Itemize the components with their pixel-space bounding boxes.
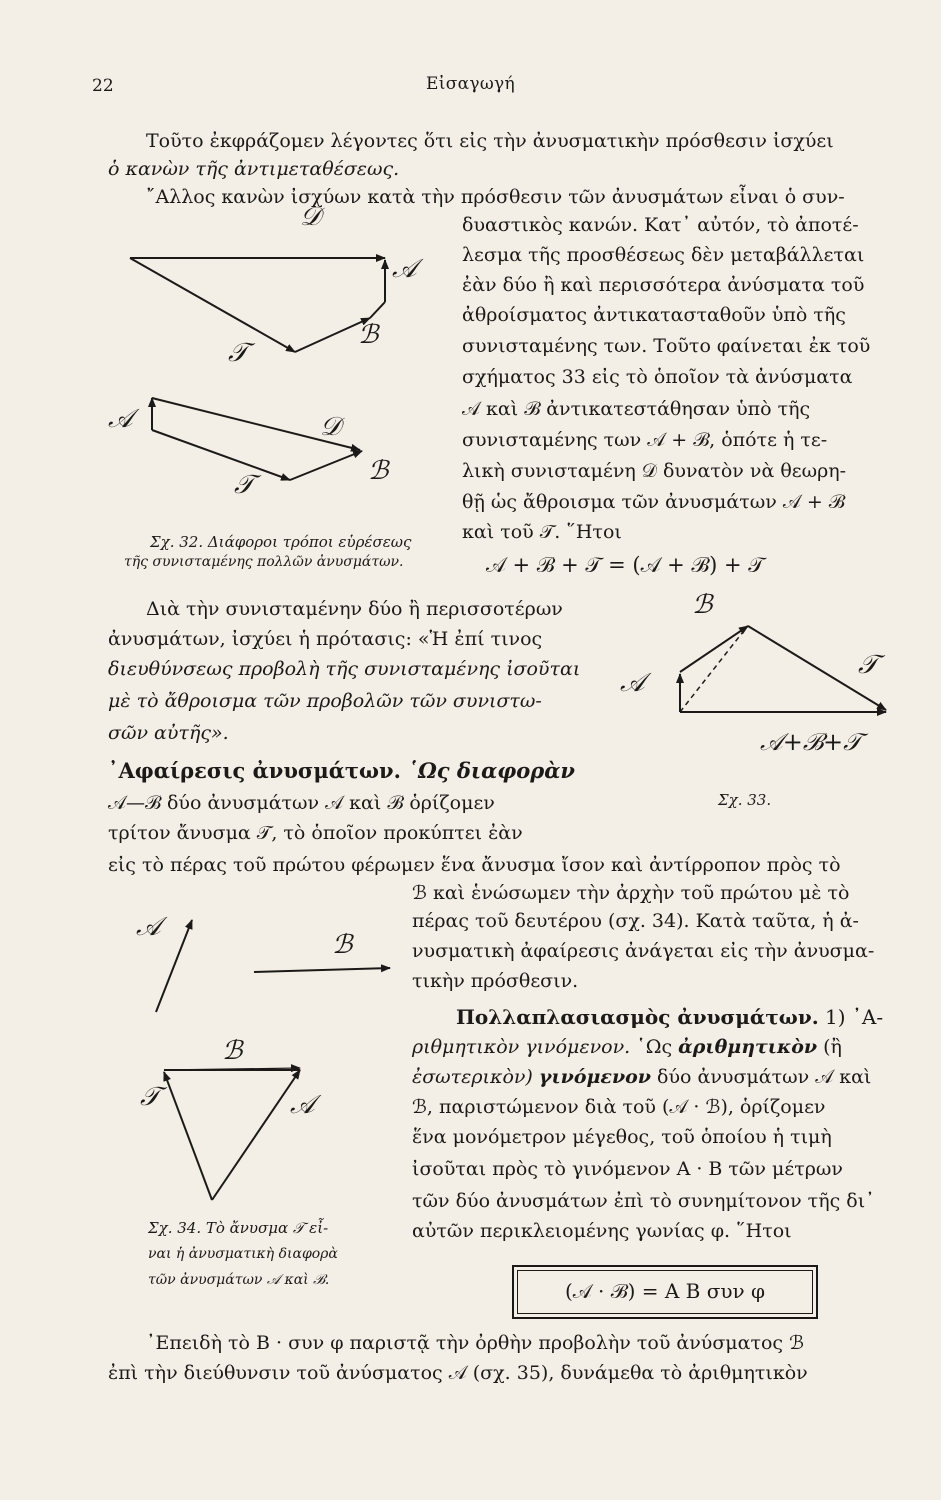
text-line: ἀθροίσματος ἀντικατασταθοῦν ὑπὸ τῆς [462, 304, 846, 326]
label-D: 𝒟 [320, 412, 341, 442]
text-line: 𝒜 καὶ ℬ ἀντικατεστάθησαν ὑπὸ τῆς [462, 398, 811, 420]
section-title: ᾽Αφαίρεσις ἀνυσμάτων. [108, 758, 401, 783]
label-A: 𝒜 [136, 912, 161, 942]
text-line [412, 1064, 871, 1090]
section-heading [456, 1004, 883, 1030]
text-line: ᾽Επειδὴ τὸ Β · συν φ παριστᾷ τὴν ὀρθὴν προβολὴν τοῦ ἀνύσματος ℬ [146, 1332, 805, 1354]
formula-text: (𝒜 · ℬ) = Α Β συν φ [564, 1279, 766, 1303]
text-line: σῶν αὐτῆς». [108, 722, 229, 744]
caption-fig-34: ναι ἡ ἀνυσματικὴ διαφορὰ [148, 1246, 338, 1262]
label-A: 𝒜 [290, 1090, 315, 1120]
label-A: 𝒜 [392, 254, 417, 284]
text-line: μὲ τὸ ἄθροισμα τῶν προβολῶν τῶν συνιστω- [108, 690, 542, 712]
label-T: 𝒯 [234, 470, 254, 500]
section-lead: ῾Ως διαφορὰν [407, 758, 575, 783]
text-line [412, 1034, 842, 1060]
text-line: ἀνυσμάτων, ἰσχύει ἡ πρότασις: «Ἡ ἐπί τινος [108, 628, 543, 650]
text-line: καὶ τοῦ 𝒯. ῞Ητοι [462, 521, 622, 543]
figure-34 [120, 920, 410, 1210]
text-line: νυσματικὴ ἀφαίρεσις ἀνάγεται εἰς τὴν ἀνυσμα- [412, 940, 875, 962]
page-number: 22 [92, 76, 114, 96]
label-B: ℬ [368, 456, 389, 486]
text-line: συνισταμένης των. Τοῦτο φαίνεται ἐκ τοῦ [462, 335, 871, 357]
text-span: δύο ἀνυσμάτων 𝒜 καὶ [657, 1066, 872, 1088]
label-T: 𝒯 [228, 338, 248, 368]
text-line: ἐπὶ τὴν διεύθυνσιν τοῦ ἀνύσματος 𝒜 (σχ. 35), δυνάμεθα τὸ ἀριθμητικὸν [108, 1362, 808, 1384]
label-T: 𝒯 [140, 1082, 160, 1112]
caption-fig-33: Σχ. 33. [718, 791, 772, 809]
text-line: συνισταμένης των 𝒜 + ℬ, ὁπότε ἡ τε- [462, 429, 828, 451]
italic-term: ριθμητικὸν γινόμενον. [412, 1036, 631, 1058]
text-line: αὐτῶν περικλειομένης γωνίας φ. ῞Ητοι [412, 1220, 792, 1242]
text-line: θῇ ὡς ἄθροισμα τῶν ἀνυσμάτων 𝒜 + ℬ [462, 491, 845, 513]
text-line: πέρας τοῦ δευτέρου (σχ. 34). Κατὰ ταῦτα, ἡ ἀ- [412, 910, 859, 932]
label-B: ℬ [692, 590, 713, 620]
label-D: 𝒟 [300, 202, 321, 232]
caption-fig-32: Σχ. 32. Διάφοροι τρόποι εὑρέσεως [150, 533, 412, 551]
running-header: Εἰσαγωγή [426, 74, 515, 94]
text-line: ℬ, παριστώμενον διὰ τοῦ (𝒜 · ℬ), ὁρίζομεν [412, 1096, 826, 1118]
label-B: ℬ [332, 930, 353, 960]
text-line: ῎Αλλος κανὼν ἰσχύων κατὰ τὴν πρόσθεσιν τῶν ἀνυσμάτων εἶναι ὁ συν- [146, 186, 845, 208]
text-line: ἕνα μονόμετρον μέγεθος, τοῦ ὁποίου ἡ τιμὴ [412, 1126, 832, 1148]
label-B: ℬ [358, 320, 379, 350]
italic-term: ἐσωτερικὸν) [412, 1066, 533, 1088]
caption-fig-32: τῆς συνισταμένης πολλῶν ἀνυσμάτων. [124, 554, 404, 570]
text-span: ῾Ως [636, 1036, 673, 1058]
label-T: 𝒯 [858, 650, 878, 680]
text-line: Διὰ τὴν συνισταμένην δύο ἢ περισσοτέρων [146, 598, 563, 620]
text-line: δυαστικὸς κανών. Κατ᾽ αὐτόν, τὸ ἀποτέ- [462, 214, 859, 236]
text-line: 𝒜—ℬ δύο ἀνυσμάτων 𝒜 καὶ ℬ ὁρίζομεν [108, 792, 495, 814]
text-line: τῶν δύο ἀνυσμάτων ἐπὶ τὸ συνημίτονον τῆς δι᾽ [412, 1190, 875, 1212]
label-A: 𝒜 [108, 404, 133, 434]
section-rest: 1) ᾽Α- [825, 1005, 884, 1029]
section-title: Πολλαπλασιασμὸς ἀνυσμάτων. [456, 1005, 819, 1029]
caption-fig-34: Σχ. 34. Τὸ ἄνυσμα 𝒯 εἶ- [148, 1219, 329, 1237]
text-line: ὁ κανὼν τῆς ἀντιμεταθέσεως. [108, 158, 400, 180]
text-line: τρίτον ἄνυσμα 𝒯, τὸ ὁποῖον προκύπτει ἐὰν [108, 822, 523, 844]
label-B: ℬ [222, 1036, 243, 1066]
text-line: ἐὰν δύο ἢ καὶ περισσότερα ἀνύσματα τοῦ [462, 274, 865, 296]
label-A: 𝒜 [620, 668, 645, 698]
text-line: ℬ καὶ ἑνώσωμεν τὴν ἀρχὴν τοῦ πρώτου μὲ τὸ [412, 882, 850, 904]
boxed-formula [512, 1265, 818, 1319]
text-line: λικὴ συνισταμένη 𝒟 δυνατὸν νὰ θεωρη- [462, 460, 847, 482]
text-line: τικὴν πρόσθεσιν. [412, 970, 579, 992]
text-line: λεσμα τῆς προσθέσεως δὲν μεταβάλλεται [462, 244, 865, 266]
label-sum: 𝒜+ℬ+𝒯 [760, 728, 862, 756]
text-span: (ἢ [823, 1036, 842, 1058]
bold-term: γινόμενον [538, 1066, 651, 1088]
caption-fig-34: τῶν ἀνυσμάτων 𝒜 καὶ ℬ. [148, 1272, 330, 1288]
text-line: σχήματος 33 εἰς τὸ ὁποῖον τὰ ἀνύσματα [462, 366, 853, 388]
text-line: εἰς τὸ πέρας τοῦ πρώτου φέρωμεν ἕνα ἄνυσμα ἴσον καὶ ἀντίρροπον πρὸς τὸ [108, 854, 841, 876]
text-line: Τοῦτο ἐκφράζομεν λέγοντες ὅτι εἰς τὴν ἀνυσματικὴν πρόσθεσιν ἰσχύει [146, 130, 834, 152]
text-line: ἰσοῦται πρὸς τὸ γινόμενον Α · Β τῶν μέτρων [412, 1158, 843, 1180]
text-line: διευθύνσεως προβολὴ τῆς συνισταμένης ἰσοῦται [108, 658, 581, 680]
equation-line: 𝒜 + ℬ + 𝒯 = (𝒜 + ℬ) + 𝒯 [486, 553, 765, 577]
bold-term: ἀριθμητικὸν [678, 1036, 818, 1058]
section-heading [108, 758, 575, 784]
